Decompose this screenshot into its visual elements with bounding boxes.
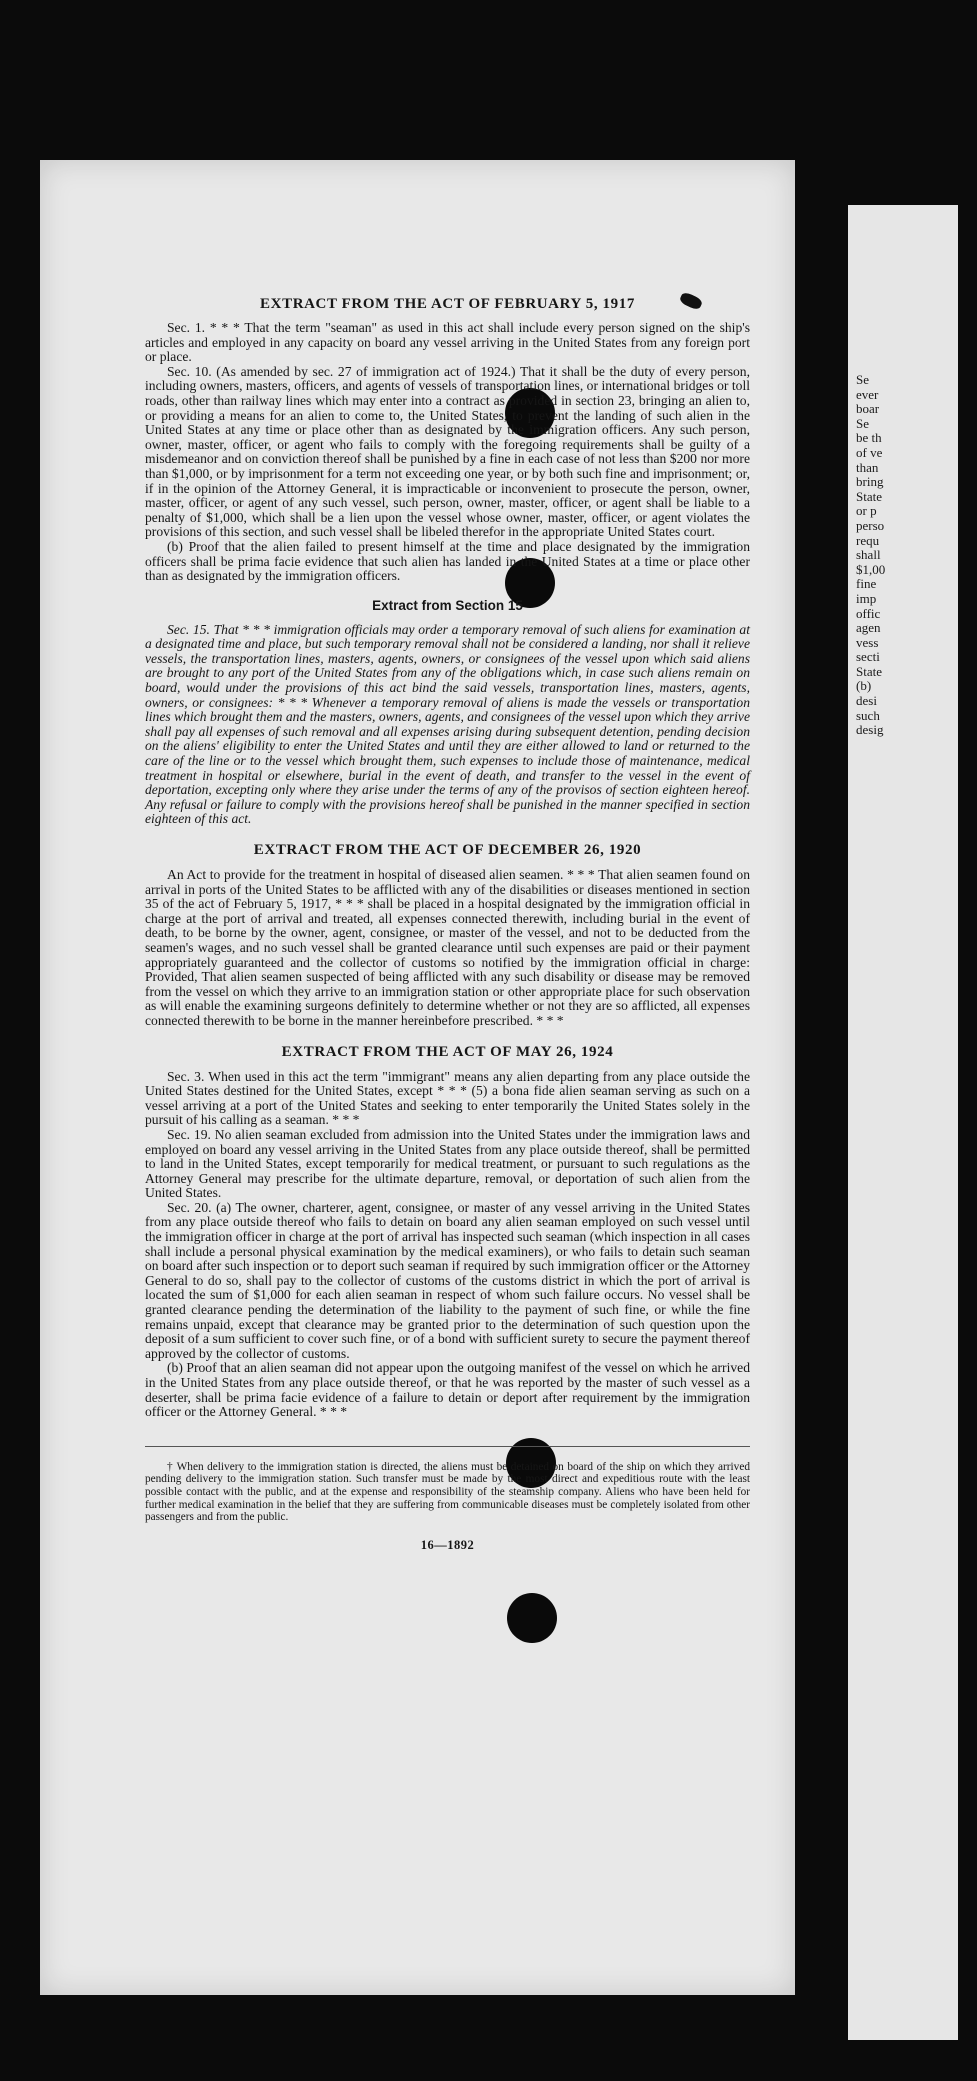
second-page-fragment: imp <box>856 590 877 606</box>
paragraph-sec-3: Sec. 3. When used in this act the term "immigrant" means any alien departing from any place outside the United States destined for the United States, except * * * (5) a bona fide alien seaman serving as such on a vessel arriving at a port of the United States and seeking to enter temporarily the United States solely in the pursuit of his calling as a seaman. * * * <box>145 1068 750 1128</box>
second-page-fragment: shall <box>856 547 881 563</box>
section-heading-1917: EXTRACT FROM THE ACT OF FEBRUARY 5, 1917 <box>260 296 635 312</box>
second-page-fragment: desig <box>856 722 884 738</box>
section-heading-1920: EXTRACT FROM THE ACT OF DECEMBER 26, 1920 <box>253 842 642 858</box>
paragraph-sec-20-a: Sec. 20. (a) The owner, charterer, agent, consignee, or master of any vessel arriving in the United States from any place outside thereof who fails to detain on board any alien seaman employed on such vessel until the immigration officer in charge at the port of arrival has inspected such seaman (which inspection in all cases shall include a personal physical examination by the medical examiners), or who fails to detain such seaman on board after such inspection or to deport such seaman if required by such immigration officer or the Attorney General to do so, shall pay to the collector of customs of the customs district in which the port of arrival is located the sum of $1,000 for each alien seaman in respect of whom such failure occurs. No vessel shall be granted clearance pending the determination of the liability to the payment of such fine, or while the fine remains unpaid, except that clearance may be granted prior to the determination of such question upon the deposit of a sum sufficient to cover such fine, or of a bond with sufficient surety to secure the payment thereof approved by the collector of customs. <box>145 1199 750 1361</box>
section-heading-1924: EXTRACT FROM THE ACT OF MAY 26, 1924 <box>281 1043 614 1060</box>
second-page-fragment: requ <box>856 532 880 548</box>
second-page-fragment: $1,00 <box>856 561 886 577</box>
page-number: 16—1892 <box>420 1537 475 1552</box>
paragraph-sec-10: Sec. 10. (As amended by sec. 27 of immigration act of 1924.) That it shall be the duty of every person, including owners, masters, officers, and agents of vessels of transportation lines, or international bridges or toll roads, other than railway lines which may enter into a contract as provided in section 23, bringing an alien to, or providing a means for an alien to come to, the United States, to prevent the landing of such alien in the United States at any time or place other than as designated by the immigration officers. Any such person, owner, master, officer, or agent who fails to comply with the foregoing requirements shall be guilty of a misdemeanor and on conviction thereof shall be punished by a fine in each case of not less than $200 nor more than $1,000, or by imprisonment for a term not exceeding one year, or by both such fine and imprisonment; or, if in the opinion of the Attorney General, it is impracticable or inconvenient to prosecute the person, owner, master, officer, or agent of any such vessel, such person, owner, master, officer, or agent shall be liable to a penalty of $1,000, which shall be a lien upon the vessel whose owner, master, officer, or agent violates the provisions of this section, and such vessel shall be libeled therefor in the appropriate United States court. <box>145 363 750 540</box>
second-page-fragment: or p <box>856 503 877 519</box>
second-page-fragment: agen <box>856 620 881 636</box>
paragraph-sec-19: Sec. 19. No alien seaman excluded from admission into the United States under the immigration laws and employed on board any vessel arriving in the United States from any place outside thereof, shall be permitted to land in the United States, except temporarily for medical treatment, or pursuant to such regulations as the Attorney General may prescribe for the ultimate departure, removal, or deportation of such alien from the United States. <box>145 1126 750 1201</box>
document-page <box>40 160 795 1995</box>
second-page-fragment: secti <box>856 649 880 665</box>
paragraph-sec-20-b: (b) Proof that an alien seaman did not appear upon the outgoing manifest of the vessel on which he arrived in the United States from any place outside thereof, or that he was reported by the master of such vessel as a deserter, shall be prima facie evidence of a failure to detain or deport after requirement by the immigration officer or the Attorney General. * * * <box>145 1360 750 1420</box>
second-page-fragment: State <box>856 488 882 504</box>
punch-hole <box>507 1593 557 1643</box>
second-page-fragment: perso <box>856 517 885 533</box>
paragraph-sec-10-b: (b) Proof that the alien failed to present himself at the time and place designated by the immigration officers shall be prima facie evidence that such alien has landed in the United States at a time or place other than as designated by the immigration officers. <box>145 538 750 584</box>
footnote-divider <box>145 1446 750 1447</box>
second-page-fragment: be th <box>856 430 882 446</box>
second-page-text <box>856 373 956 738</box>
second-page-fragment: fine <box>856 576 877 592</box>
paragraph-sec-1: Sec. 1. * * * That the term "seaman" as used in this act shall include every person signed on the ship's articles and employed in any capacity on board any vessel arriving in the United States from any foreign port or place. <box>145 320 750 365</box>
second-page-fragment: Se <box>856 415 869 431</box>
second-page-fragment: desi <box>856 693 877 709</box>
paragraph-act-1920: An Act to provide for the treatment in hospital of diseased alien seamen. * * * That alien seamen found on arrival in ports of the United States to be afflicted with any of the disabilities or diseases mentioned in section 35 of the act of February 5, 1917, * * * shall be placed in a hospital designated by the immigration official in charge at the port of arrival and treated, all expenses connected therewith, including burial in the event of death, to be borne by the owner, agent, consignee, or master of the vessel, and not to be deducted from the seamen's wages, and no such vessel shall be granted clearance until such expenses are paid or their payment appropriately guaranteed and the collector of customs so notified by the immigration official in charge: Provided, That alien seamen suspected of being afflicted with any such disability or disease may be removed from the vessel on which they arrive to an immigration station or other appropriate place for such observation as will enable the examining surgeons definitely to determine whether or not they are so afflicted, all expenses connected therewith to be borne in the manner hereinbefore prescribed. * * * <box>145 867 750 1028</box>
section-heading-sec-15: Extract from Section 15 <box>372 597 523 613</box>
second-page-fragment: Se <box>856 372 869 387</box>
second-page-fragment: State <box>856 663 882 679</box>
second-page-fragment: of ve <box>856 444 883 460</box>
second-page-edge <box>848 205 958 2040</box>
footnote: † When delivery to the immigration station is directed, the aliens must be detained on board of the ship on which they arrived pending delivery to the immigration station. Such transfer must be made by the most direct and expeditious route with the least possible contact with the public, and at the expense and responsibility of the steamship company. Aliens who have been held for further medical examination in the belief that they are suffering from communicable diseases must be completely isolated from other passengers and from the public. <box>145 1460 750 1524</box>
document-content <box>145 295 750 1552</box>
second-page-fragment: vess <box>856 634 879 650</box>
second-page-fragment: boar <box>856 401 880 417</box>
paragraph-sec-15: Sec. 15. That * * * immigration officials may order a temporary removal of such aliens for examination at a designated time and place, but such temporary removal shall not be considered a landing, nor shall it relieve vessels, the transportation lines, masters, agents, owners, or consignees of the vessel upon which said aliens are brought to any port of the United States from any of the obligations which, in case such aliens remain on board, would under the provisions of this act bind the said vessels, transportation lines, masters, agents, owners, or consignees: * * * Whenever a temporary removal of aliens is made the vessels or transportation lines which brought them and the masters, owners, agents, and consignees of the vessel upon which they arrive shall pay all expenses of such removal and all expenses arising during subsequent detention, pending decision on the aliens' eligibility to enter the United States and until they are either allowed to land or returned to the care of the line or to the vessel which brought them, such expenses to include those of maintenance, medical treatment in hospital or elsewhere, burial in the event of death, and transfer to the vessel in the event of deportation, excepting only where they arise under the terms of any of the provisos of section eighteen hereof. Any refusal or failure to comply with the provisions hereof shall be punished in the manner specified in section eighteen of this act. <box>145 621 750 827</box>
second-page-fragment: bring <box>856 474 884 490</box>
second-page-fragment: (b) <box>856 678 872 694</box>
second-page-fragment: such <box>856 707 880 723</box>
second-page-fragment: than <box>856 459 879 475</box>
second-page-fragment: offic <box>856 605 881 621</box>
second-page-fragment: ever <box>856 386 879 402</box>
